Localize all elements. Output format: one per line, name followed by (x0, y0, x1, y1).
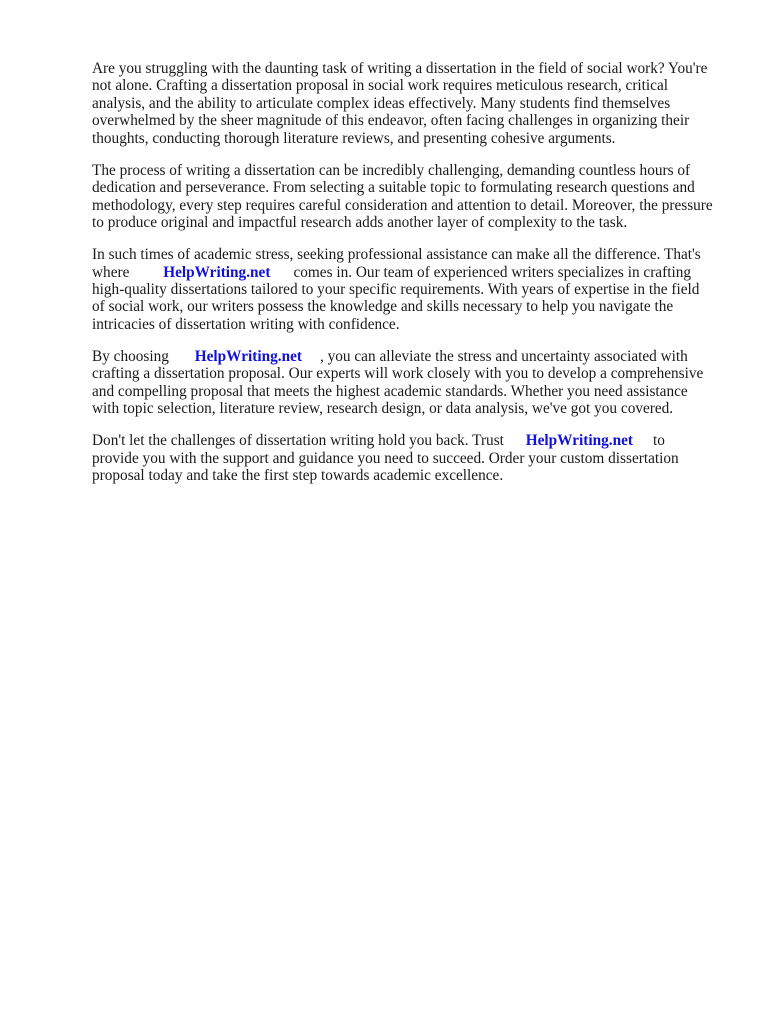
text-line-with-link (92, 348, 722, 365)
document-page (92, 60, 722, 499)
text-line: intricacies of dissertation writing with confidence. (92, 315, 400, 333)
paragraph-intro (92, 60, 722, 147)
text-line: overwhelmed by the sheer magnitude of this endeavor, often facing challenges in organizing their (92, 112, 690, 130)
paragraph-closing (92, 432, 722, 484)
text-line: methodology, every step requires careful consideration and attention to detail. Moreover, the pressure (92, 196, 713, 214)
text-line: In such times of academic stress, seeking professional assistance can make all the difference. That's (92, 246, 701, 264)
text-fragment: to (652, 432, 665, 450)
text-line: provide you with the support and guidance you need to succeed. Order your custom dissertation (92, 449, 679, 467)
text-line: not alone. Crafting a dissertation proposal in social work requires meticulous research, critical (92, 77, 669, 95)
text-line: and compelling proposal that meets the highest academic standards. Whether you need assistance (92, 382, 688, 400)
text-line: crafting a dissertation proposal. Our experts will work closely with you to develop a comprehensive (92, 365, 704, 383)
text-fragment: By choosing (92, 347, 173, 365)
text-fragment: where (92, 263, 134, 281)
text-line: thoughts, conducting thorough literature reviews, and presenting cohesive arguments. (92, 129, 616, 147)
text-line-with-link (92, 432, 722, 449)
text-line: with topic selection, literature review, research design, or data analysis, we've got you covered. (92, 400, 674, 418)
paragraph-choosing (92, 348, 722, 418)
text-line: analysis, and the ability to articulate complex ideas effectively. Many students find themselves (92, 94, 671, 112)
helpwriting-link[interactable]: HelpWriting.net (194, 347, 302, 365)
text-line: The process of writing a dissertation can be incredibly challenging, demanding countless hours of (92, 161, 691, 179)
text-fragment: comes in. Our team of experienced writers specializes in crafting (293, 263, 691, 281)
text-line: to produce original and impactful research adds another layer of complexity to the task. (92, 213, 628, 231)
text-fragment: , you can alleviate the stress and uncertainty associated with (319, 347, 688, 365)
text-line: Are you struggling with the daunting task of writing a dissertation in the field of social work? You're (92, 60, 708, 77)
text-line: dedication and perseverance. From selecting a suitable topic to formulating research questions and (92, 179, 695, 197)
text-line: high-quality dissertations tailored to your specific requirements. With years of expertise in the field (92, 280, 700, 298)
paragraph-assistance (92, 246, 722, 333)
helpwriting-link[interactable]: HelpWriting.net (525, 432, 633, 450)
helpwriting-link[interactable]: HelpWriting.net (163, 263, 271, 281)
text-line: proposal today and take the first step towards academic excellence. (92, 467, 504, 484)
paragraph-process (92, 162, 722, 232)
text-line: of social work, our writers possess the knowledge and skills necessary to help you navigate the (92, 298, 674, 316)
text-fragment: Don't let the challenges of dissertation writing hold you back. Trust (92, 432, 508, 450)
text-line-with-link (92, 264, 722, 281)
